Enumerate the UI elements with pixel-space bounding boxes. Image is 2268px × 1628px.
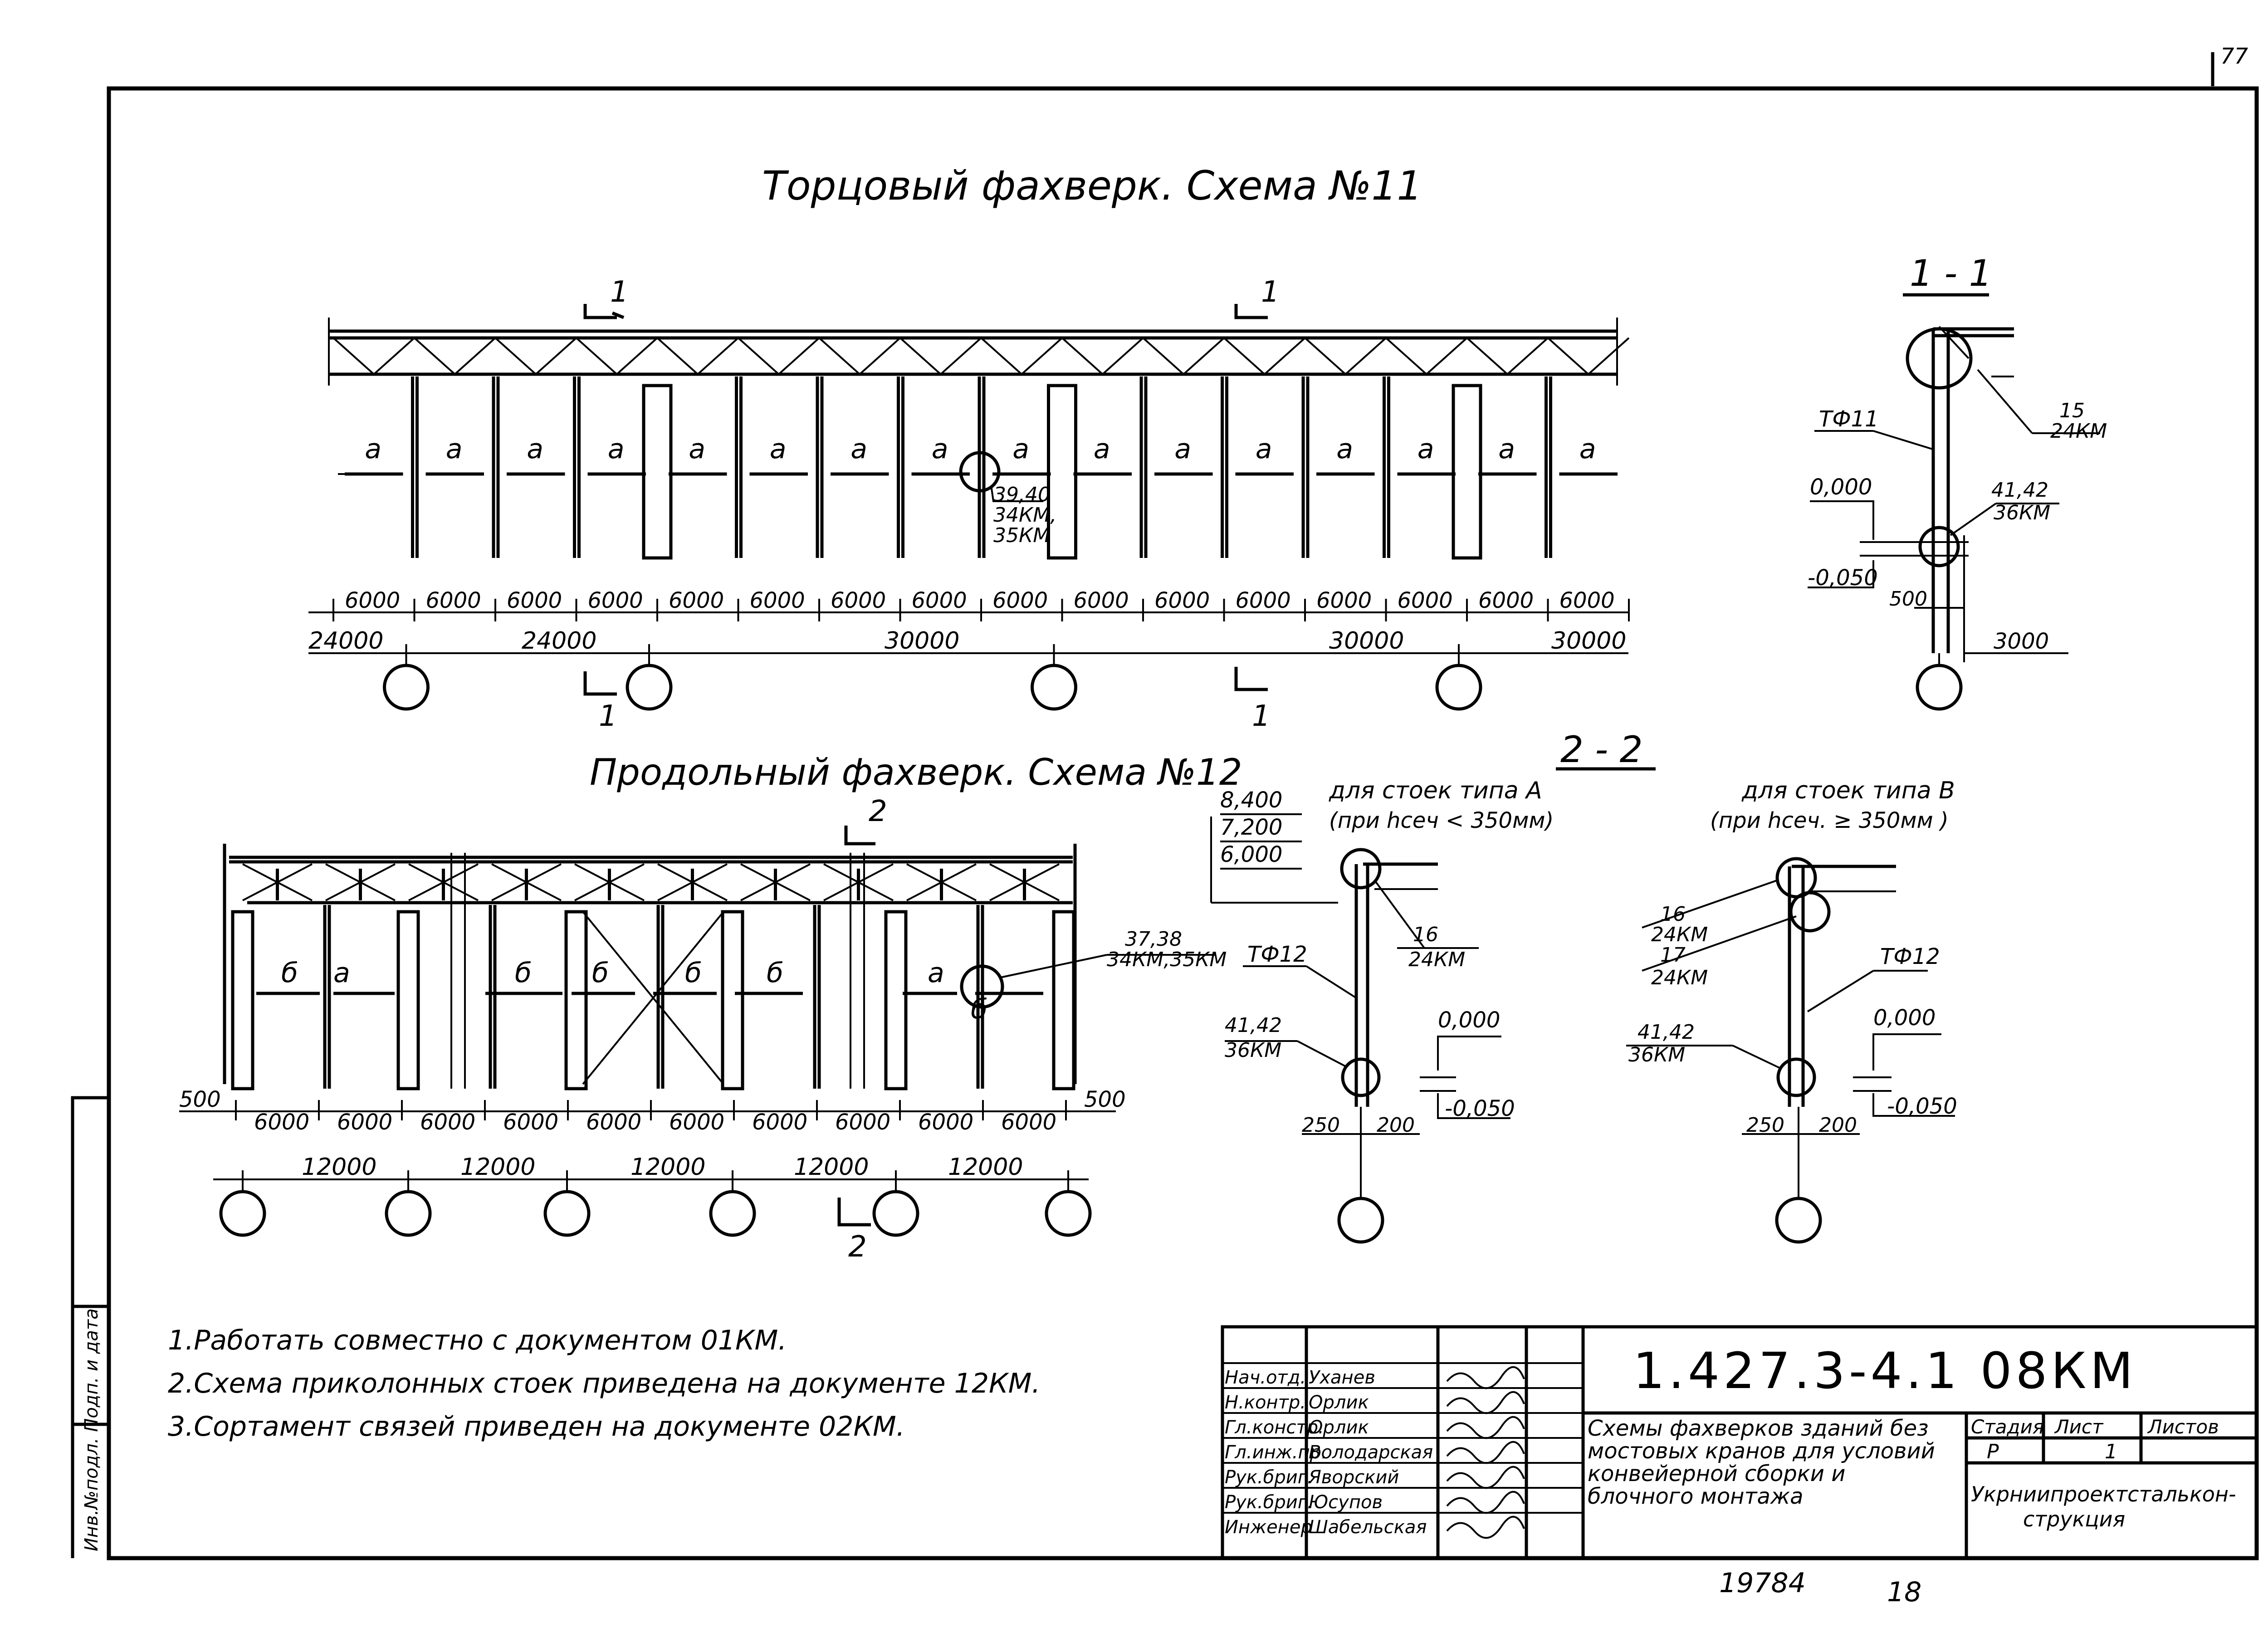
s11-node-top-1: 15 xyxy=(2059,399,2085,422)
s12-dim-small: 6000 xyxy=(254,1110,310,1135)
s11-panel-label: а xyxy=(607,433,625,465)
s11-dim-small: 6000 xyxy=(831,588,886,613)
s11-dim-large: 30000 xyxy=(1329,627,1404,655)
s11-panel-label: а xyxy=(1498,433,1515,465)
s12-dim-small: 6000 xyxy=(1001,1110,1057,1135)
page-number: 77 xyxy=(2220,44,2248,69)
s11-dim-small: 6000 xyxy=(911,588,967,613)
s11-dim-small: 6000 xyxy=(1316,588,1372,613)
truss-diagonal xyxy=(495,338,577,374)
archive-sheet: 18 xyxy=(1887,1576,1922,1608)
tb-desc-1: Схемы фахверков зданий без xyxy=(1588,1416,1929,1441)
s22-level-1: 8,400 xyxy=(1220,787,1283,813)
s22b-node-top-2: 24КМ xyxy=(1651,923,1708,946)
s22a-node-bottom-2: 36КМ xyxy=(1225,1039,1282,1062)
tb-role: Рук.бриг. xyxy=(1225,1492,1313,1513)
s22a-dim-a: 250 xyxy=(1302,1114,1340,1137)
s22a-level-top: 0,000 xyxy=(1438,1007,1501,1033)
tb-person: Орлик xyxy=(1309,1417,1369,1438)
tb-sheet-header: Лист xyxy=(2055,1416,2103,1438)
note-2: 2.Схема приколонных стоек приведена на документе 12КМ. xyxy=(168,1368,1041,1399)
side-stamp xyxy=(73,1098,109,1558)
s12-panel-label: а xyxy=(928,957,944,989)
s11-panel-label: а xyxy=(769,433,787,465)
tb-sheets-header: Листов xyxy=(2148,1416,2219,1438)
s11-axis-bubble xyxy=(1032,665,1076,709)
s22a-tf: ТФ12 xyxy=(1247,942,1307,967)
s12-panel-label: б xyxy=(592,957,609,989)
tb-role: Нач.отд. xyxy=(1225,1367,1306,1388)
s12-dim-small: 6000 xyxy=(337,1110,393,1135)
s11-dim-small: 6000 xyxy=(587,588,643,613)
s12-dim-small: 6000 xyxy=(420,1110,476,1135)
s22a-dim-b: 200 xyxy=(1377,1114,1415,1137)
tb-person: Юсупов xyxy=(1309,1492,1383,1513)
section11 xyxy=(1808,252,2107,709)
s12-axis-bubble xyxy=(221,1192,264,1235)
s12-column xyxy=(233,912,253,1089)
s11-cut-top-1: 1 xyxy=(610,275,629,309)
s11-column xyxy=(644,386,671,558)
s11-cut-bottom-2: 1 xyxy=(1252,699,1271,733)
s22a-node-top-1: 16 xyxy=(1413,923,1438,946)
s12-axis-bubble xyxy=(874,1192,918,1235)
truss-diagonal xyxy=(981,338,1062,374)
s12-dim-small: 6000 xyxy=(835,1110,891,1135)
tb-signature-scribble xyxy=(1447,1467,1524,1488)
s11-dim-small: 6000 xyxy=(345,588,401,613)
s11-dim-large: 24000 xyxy=(308,627,384,655)
s11-node-bottom-1: 41,42 xyxy=(1991,479,2048,502)
tb-desc-4: блочного монтажа xyxy=(1588,1484,1804,1509)
s12-dim-small: 6000 xyxy=(918,1110,974,1135)
scheme12-title: Продольный фахверк. Схема №12 xyxy=(590,751,1242,793)
s12-panel-label: б xyxy=(767,957,784,989)
s22b-caption-2: (при hсеч. ≥ 350мм ) xyxy=(1710,808,1949,833)
s22a-caption-1: для стоек типа А xyxy=(1329,777,1542,804)
tb-signature-scribble xyxy=(1447,1392,1524,1413)
truss-diagonal xyxy=(577,338,658,374)
s11-panel-label: а xyxy=(931,433,948,465)
tb-stage: Р xyxy=(1987,1440,1999,1463)
s22b-caption-1: для стоек типа В xyxy=(1742,777,1955,804)
tb-signature-scribble xyxy=(1447,1367,1524,1388)
s11-dim-small: 6000 xyxy=(669,588,724,613)
s12-axis-bubble xyxy=(711,1192,754,1235)
s11-dim-a: 500 xyxy=(1889,587,1927,611)
s11-cut-bottom-1: 1 xyxy=(599,699,617,733)
tb-person: Володарская xyxy=(1309,1442,1433,1463)
s11-dim-large: 24000 xyxy=(522,627,597,655)
scheme12-frame xyxy=(179,795,1227,1264)
tb-signature-scribble xyxy=(1447,1442,1524,1463)
s11-column xyxy=(1049,386,1076,558)
tb-org-1: Укрниипроектсталькон- xyxy=(1971,1482,2236,1506)
s11-panel-label: а xyxy=(1336,433,1354,465)
truss-diagonal xyxy=(1224,338,1305,374)
s12-cut-top: 2 xyxy=(869,795,887,828)
tb-person: Уханев xyxy=(1309,1367,1375,1388)
s12-panel-label: б xyxy=(281,957,298,989)
s11-panel-label: а xyxy=(1174,433,1192,465)
scheme11-title: Торцовый фахверк. Схема №11 xyxy=(762,162,1422,209)
s22a-caption-2: (при hсеч < 350мм) xyxy=(1329,808,1554,833)
s11-axis-bubble xyxy=(1437,665,1481,709)
section22-title: 2 - 2 xyxy=(1560,728,1643,771)
s22a-node-top-2: 24КМ xyxy=(1408,948,1466,971)
s12-panel-label: б xyxy=(685,957,702,989)
tb-person: Яворский xyxy=(1309,1467,1399,1488)
s22-level-3: 6,000 xyxy=(1220,842,1283,867)
s11-column xyxy=(1453,386,1481,558)
s12-dim-large: 12000 xyxy=(631,1154,706,1181)
s11-dim-small: 6000 xyxy=(1154,588,1210,613)
tb-signature-scribble xyxy=(1447,1417,1524,1438)
s12-panel-label: б xyxy=(971,993,988,1025)
s12-column xyxy=(398,912,418,1089)
s22b-dim-b: 200 xyxy=(1819,1114,1857,1137)
s11-dim-large: 30000 xyxy=(1551,627,1627,655)
truss-diagonal xyxy=(1386,338,1467,374)
s12-axis-bubble xyxy=(386,1192,430,1235)
tb-org-2: струкция xyxy=(2023,1507,2126,1531)
s11-panel-label: а xyxy=(1417,433,1434,465)
s12-callout-1: 37,38 xyxy=(1125,928,1182,951)
tb-sheets: 1 xyxy=(2105,1440,2117,1463)
truss-diagonal xyxy=(1467,338,1548,374)
s12-callout-2: 34КМ,35КМ xyxy=(1107,948,1227,971)
s11-dim-small: 6000 xyxy=(1073,588,1129,613)
s11-panel-label: а xyxy=(1012,433,1030,465)
s12-dim-small: 6000 xyxy=(669,1110,725,1135)
tb-desc-2: мостовых кранов для условий xyxy=(1588,1438,1935,1464)
s12-dim-large: 12000 xyxy=(302,1154,377,1181)
s22b-tf: ТФ12 xyxy=(1880,944,1940,969)
s12-edge-dim-right: 500 xyxy=(1084,1087,1126,1112)
s11-level-top: 0,000 xyxy=(1810,474,1872,500)
s11-callout-3: 35КМ xyxy=(993,524,1051,547)
tb-desc-3: конвейерной сборки и xyxy=(1588,1461,1846,1486)
s12-dim-large: 12000 xyxy=(460,1154,536,1181)
note-3: 3.Сортамент связей приведен на документе 02КМ. xyxy=(168,1411,905,1442)
s11-tf: ТФ11 xyxy=(1819,406,1879,432)
section22-type-b xyxy=(1626,777,1957,1242)
s11-callout-1: 39,40 xyxy=(993,483,1051,506)
tb-person: Шабельская xyxy=(1309,1517,1427,1538)
s12-column xyxy=(723,912,743,1089)
archive-number: 19784 xyxy=(1719,1567,1806,1599)
s12-dim-large: 12000 xyxy=(794,1154,869,1181)
s11-panel-label: а xyxy=(1093,433,1110,465)
s11-dim-small: 6000 xyxy=(1478,588,1534,613)
s22b-level-bottom: -0,050 xyxy=(1887,1094,1957,1119)
truss-diagonal xyxy=(1305,338,1386,374)
s11-node-top-2: 24КМ xyxy=(2050,420,2107,443)
tb-signature-scribble xyxy=(1447,1517,1524,1538)
section22-type-a xyxy=(1211,777,1554,1242)
s11-level-bottom: -0,050 xyxy=(1808,565,1878,591)
s12-dim-small: 6000 xyxy=(503,1110,559,1135)
s11-dim-small: 6000 xyxy=(1397,588,1453,613)
s22b-node-mid-1: 17 xyxy=(1660,944,1686,967)
s12-dim-small: 6000 xyxy=(752,1110,808,1135)
title-block xyxy=(1222,1327,2257,1558)
s11-dim-small: 6000 xyxy=(749,588,805,613)
s12-column xyxy=(1054,912,1074,1089)
s11-panel-label: а xyxy=(850,433,868,465)
s11-panel-label: а xyxy=(1579,433,1596,465)
s12-dim-small: 6000 xyxy=(586,1110,642,1135)
s12-cut-bottom: 2 xyxy=(848,1230,867,1264)
s12-dim-large: 12000 xyxy=(948,1154,1023,1181)
s11-dim-small: 6000 xyxy=(425,588,481,613)
s11-dim-small: 6000 xyxy=(1559,588,1615,613)
tb-role: Гл.констр. xyxy=(1225,1417,1324,1438)
truss-diagonal xyxy=(900,338,982,374)
drawing-code: 1.427.3-4.1 08КМ xyxy=(1633,1342,2137,1400)
tb-signature-scribble xyxy=(1447,1492,1524,1513)
tb-role: Инженер xyxy=(1225,1517,1312,1538)
s12-column xyxy=(886,912,906,1089)
tb-stage-header: Стадия xyxy=(1971,1416,2044,1438)
s11-panel-label: а xyxy=(689,433,706,465)
s11-dim-small: 6000 xyxy=(507,588,562,613)
s11-node-bottom-2: 36КМ xyxy=(1994,501,2051,524)
s11-dim-large: 30000 xyxy=(885,627,960,655)
s22b-dim-a: 250 xyxy=(1746,1114,1784,1137)
truss-diagonal xyxy=(333,338,415,374)
s11-axis-bubble xyxy=(627,665,671,709)
s22a-node-bottom-1: 41,42 xyxy=(1225,1014,1282,1037)
s11-panel-label: а xyxy=(365,433,382,465)
truss-diagonal xyxy=(738,338,820,374)
s11-panel-label: а xyxy=(1255,433,1272,465)
s11-dim-b: 3000 xyxy=(1994,629,2049,654)
s22b-node-bottom-1: 41,42 xyxy=(1637,1021,1695,1044)
tb-role: Рук.бриг. xyxy=(1225,1467,1313,1488)
s11-dim-small: 6000 xyxy=(992,588,1048,613)
s11-panel-label: а xyxy=(445,433,463,465)
s11-panel-label: а xyxy=(527,433,544,465)
s22b-node-bottom-2: 36КМ xyxy=(1628,1043,1686,1066)
truss-diagonal xyxy=(1143,338,1224,374)
truss-diagonal xyxy=(819,338,900,374)
s12-column xyxy=(566,912,586,1089)
s12-panel-label: а xyxy=(333,957,350,989)
s22-level-2: 7,200 xyxy=(1220,815,1283,840)
s11-axis-bubble xyxy=(385,665,428,709)
section11-title: 1 - 1 xyxy=(1910,252,1992,294)
s22b-level-top: 0,000 xyxy=(1873,1005,1936,1031)
scheme11-frame xyxy=(308,275,1629,733)
s11-dim-small: 6000 xyxy=(1235,588,1291,613)
truss-diagonal xyxy=(657,338,738,374)
s12-edge-dim-left: 500 xyxy=(179,1087,221,1112)
s12-axis-bubble xyxy=(1046,1192,1090,1235)
s12-axis-bubble xyxy=(545,1192,589,1235)
s11-cut-top-2: 1 xyxy=(1261,275,1280,309)
s22b-node-top-1: 16 xyxy=(1660,903,1686,926)
tb-role: Гл.инж.пр. xyxy=(1225,1442,1327,1463)
s11-callout-2: 34КМ, xyxy=(993,504,1057,527)
side-stamp-text: Инв.№подл. Подп. и дата xyxy=(81,1308,102,1551)
s22b-node-mid-2: 24КМ xyxy=(1651,966,1708,989)
s22a-level-bottom: -0,050 xyxy=(1445,1096,1515,1121)
tb-role: Н.контр. xyxy=(1225,1392,1306,1413)
s12-panel-label: б xyxy=(515,957,532,989)
note-1: 1.Работать совместно с документом 01КМ. xyxy=(168,1325,787,1356)
tb-person: Орлик xyxy=(1309,1392,1369,1413)
truss-diagonal xyxy=(415,338,496,374)
truss-diagonal xyxy=(1062,338,1144,374)
